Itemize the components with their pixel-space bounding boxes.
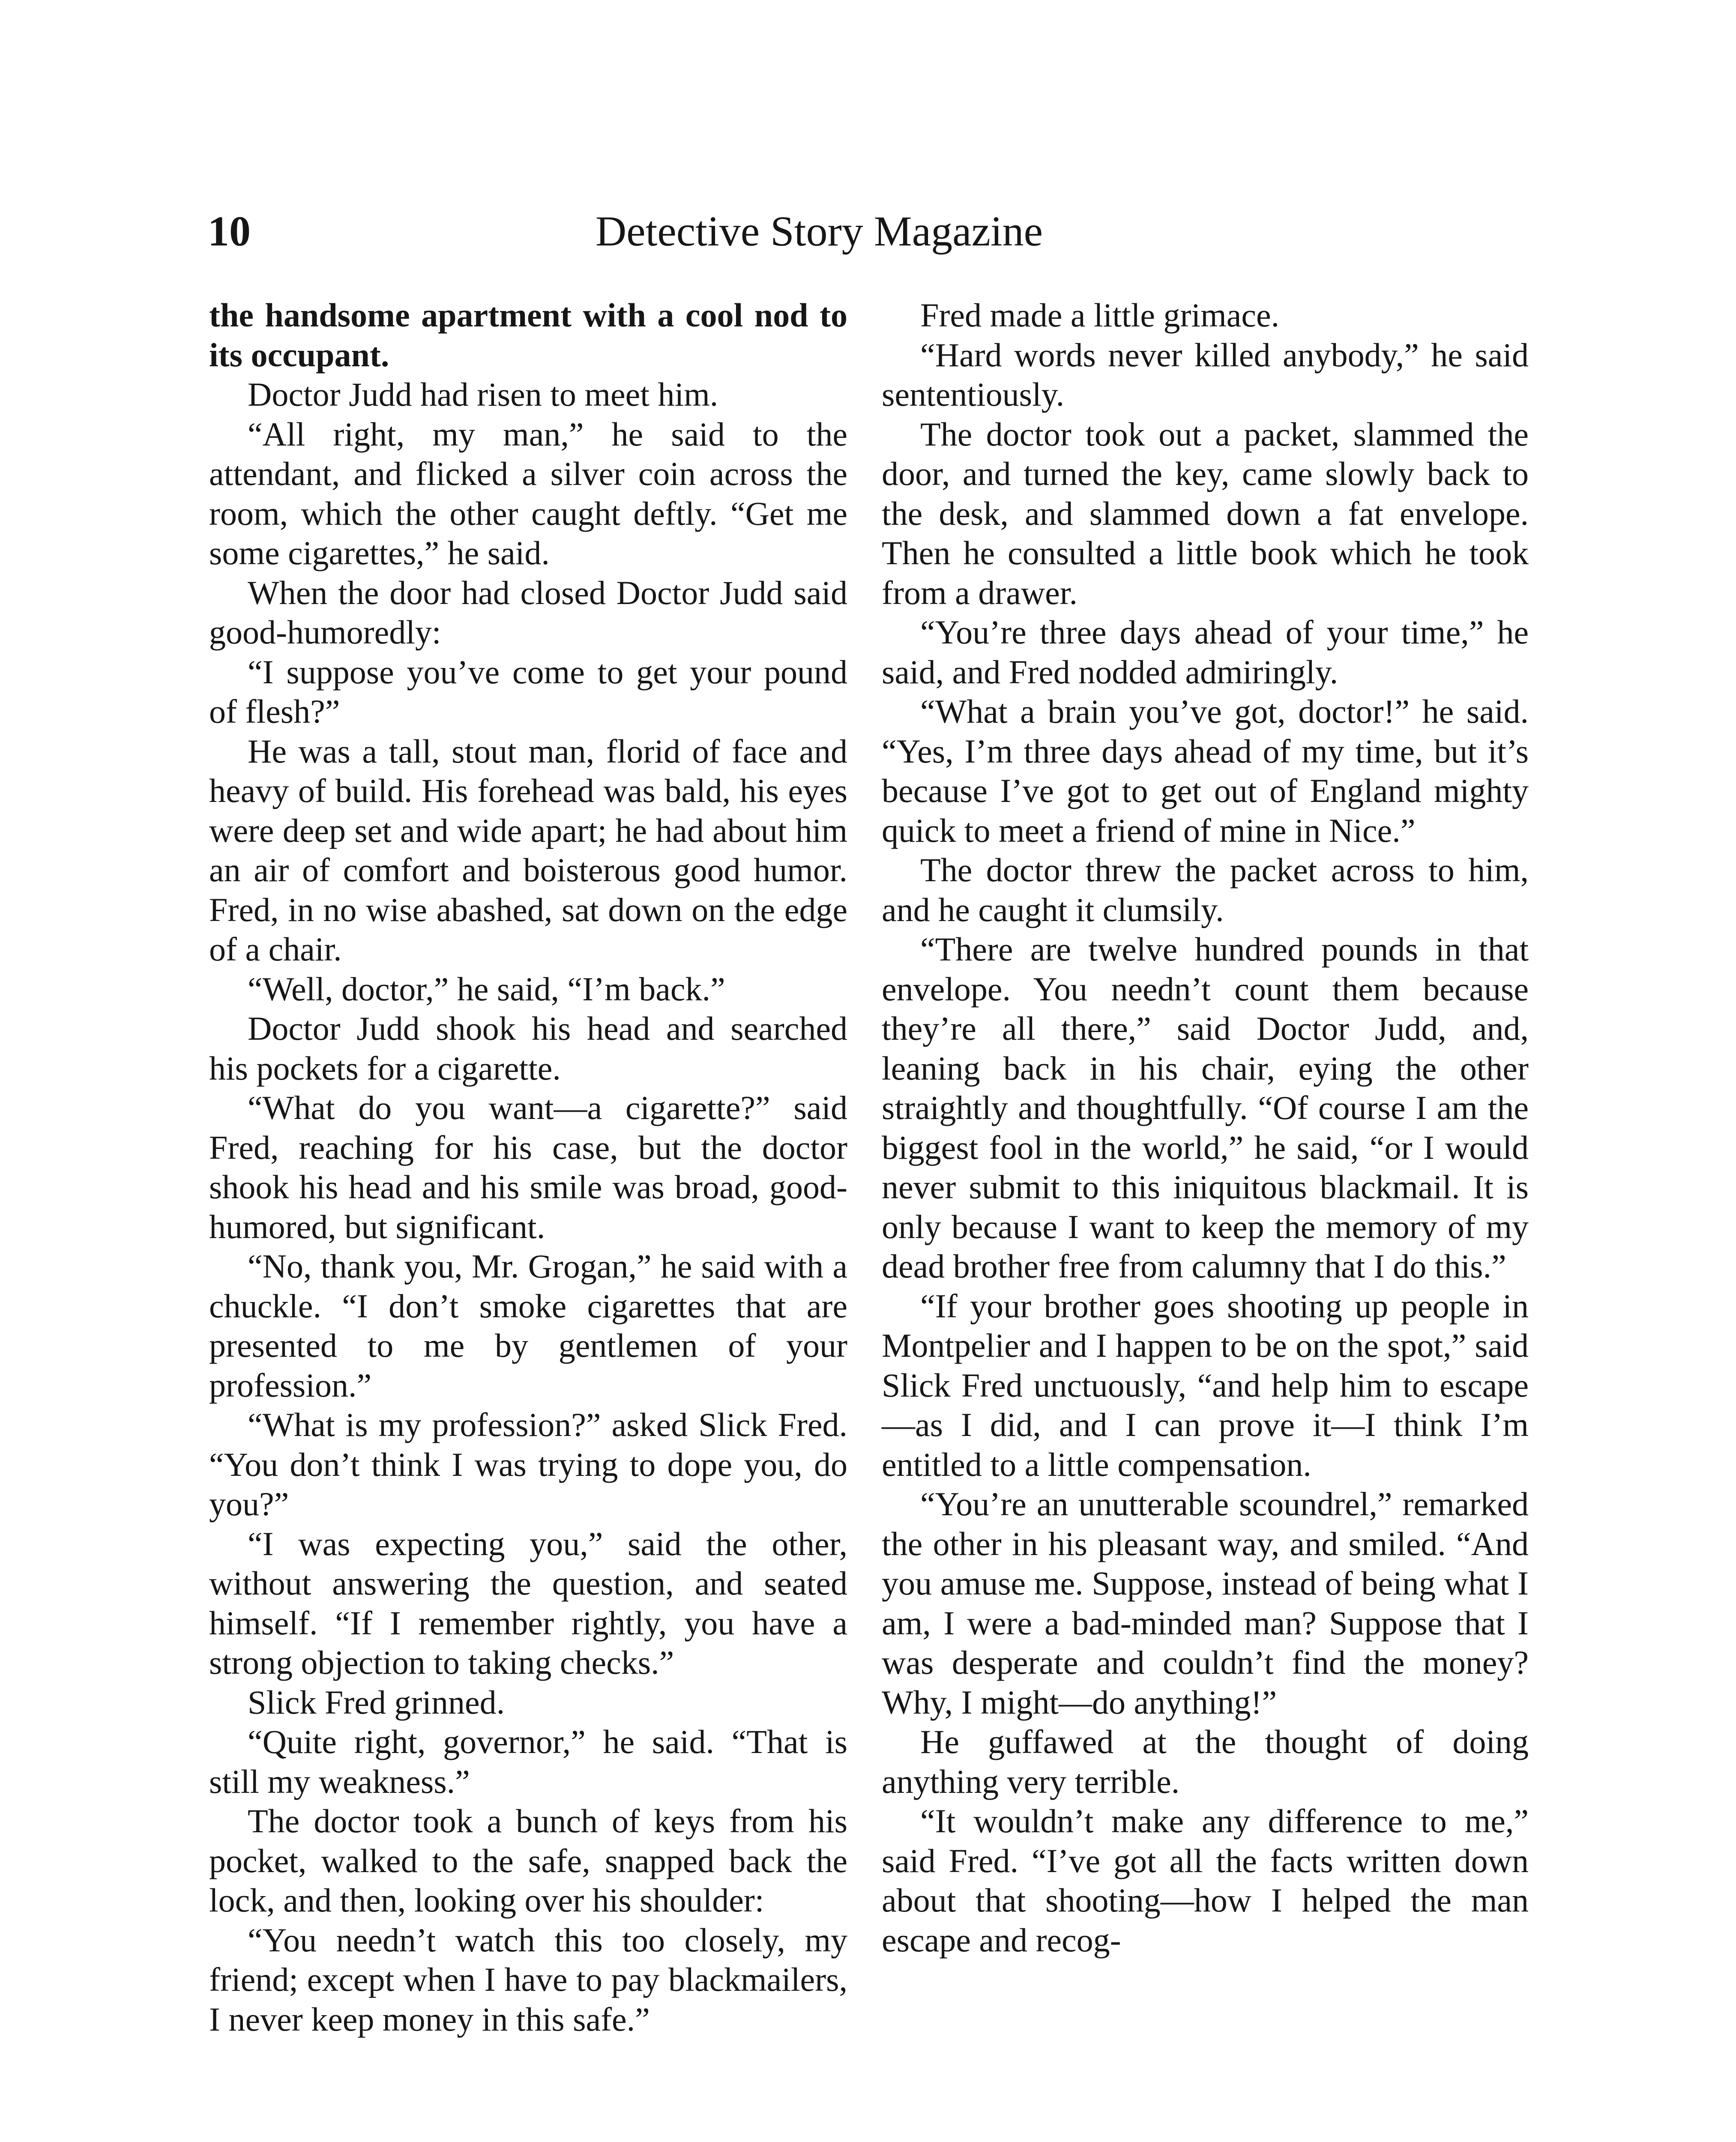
paragraph: “What is my profession?” asked Slick Fred. “You don’t think I was trying to dope you, do you?” bbox=[209, 1406, 847, 1523]
paragraph: “It wouldn’t make any difference to me,” said Fred. “I’ve got all the facts written down about that shooting—how I helped the man escape and recog- bbox=[882, 1802, 1529, 1959]
paragraph: Doctor Judd had risen to meet him. bbox=[248, 376, 718, 413]
paragraph: Fred made a little grimace. bbox=[920, 296, 1280, 334]
paragraph: The doctor took a bunch of keys from his pocket, walked to the safe, snapped back the lock, and then, looking over his shoulder: bbox=[209, 1802, 847, 1919]
paragraph: He guffawed at the thought of doing anything very terrible. bbox=[882, 1723, 1529, 1800]
paragraph: The doctor took out a packet, slammed the door, and turned the key, came slowly back to the desk, and slammed down a fat envelope. Then he consulted a little book which he took from a drawer. bbox=[882, 415, 1529, 611]
paragraph: “What a brain you’ve got, doctor!” he said. “Yes, I’m three days ahead of my time, but it’s because I’ve got to get out of England mighty quick to meet a friend of mine in Nice.” bbox=[882, 693, 1529, 849]
paragraph: “You’re three days ahead of your time,” he said, and Fred nodded admiringly. bbox=[882, 613, 1529, 691]
paragraph: “I suppose you’ve come to get your pound of flesh?” bbox=[209, 653, 847, 730]
paragraph: “There are twelve hundred pounds in that envelope. You needn’t count them because they’re all there,” said Doctor Judd, and, leaning back in his chair, eying the other straightly and thoughtfully. “Of course I am the biggest fool in the world,” he said, “or I would never submit to this iniquitous blackmail. It is only because I want to keep the memory of my dead brother free from calumny that I do this.” bbox=[882, 930, 1529, 1285]
paragraph: Slick Fred grinned. bbox=[248, 1683, 505, 1721]
paragraph: “Hard words never killed anybody,” he said sententiously. bbox=[882, 336, 1529, 413]
paragraph: “Well, doctor,” he said, “I’m back.” bbox=[248, 970, 725, 1008]
paragraph: “You’re an unutterable scoundrel,” remarked the other in his pleasant way, and smiled. “And you amuse me. Suppose, instead of being what I am, I were a bad-minded man? Suppose that I was desperate and couldn’t find the money? Why, I might—do anything!” bbox=[882, 1485, 1529, 1721]
paragraph: Doctor Judd shook his head and searched his pockets for a cigarette. bbox=[209, 1010, 847, 1087]
paragraph: When the door had closed Doctor Judd said good-humoredly: bbox=[209, 574, 847, 651]
text-column-right bbox=[882, 296, 1529, 1960]
paragraph: “If your brother goes shooting up people in Montpelier and I happen to be on the spot,” said Slick Fred unctuously, “and help him to escape—as I did, and I can prove it—I think I’m entitled to a little compensation. bbox=[882, 1287, 1529, 1483]
paragraph: “No, thank you, Mr. Grogan,” he said with a chuckle. “I don’t smoke cigarettes that are presented to me by gentlemen of your profession.” bbox=[209, 1248, 847, 1404]
running-title: Detective Story Magazine bbox=[596, 207, 1043, 255]
paragraph: “All right, my man,” he said to the attendant, and flicked a silver coin across the room, which the other caught deftly. “Get me some cigarettes,” he said. bbox=[209, 415, 847, 571]
paragraph: The doctor threw the packet across to him, and he caught it clumsily. bbox=[882, 851, 1529, 928]
paragraph: “You needn’t watch this too closely, my friend; except when I have to pay blackmailers, I never keep money in this safe.” bbox=[209, 1921, 847, 2038]
paragraph: He was a tall, stout man, florid of face and heavy of build. His forehead was bald, his eyes were deep set and wide apart; he had about him an air of comfort and boisterous good humor. Fred, in no wise abashed, sat down on the edge of a chair. bbox=[209, 732, 847, 968]
text-column-left bbox=[209, 296, 847, 2039]
paragraph: “Quite right, governor,” he said. “That is still my weakness.” bbox=[209, 1723, 847, 1800]
page-number: 10 bbox=[208, 207, 251, 255]
paragraph: “What do you want—a cigarette?” said Fred, reaching for his case, but the doctor shook his head and his smile was broad, good-humored, but significant. bbox=[209, 1089, 847, 1245]
paragraph: “I was expecting you,” said the other, without answering the question, and seated himself. “If I remember rightly, you have a strong objection to taking checks.” bbox=[209, 1525, 847, 1681]
paragraph: the handsome apartment with a cool nod to its occupant. bbox=[209, 296, 847, 374]
